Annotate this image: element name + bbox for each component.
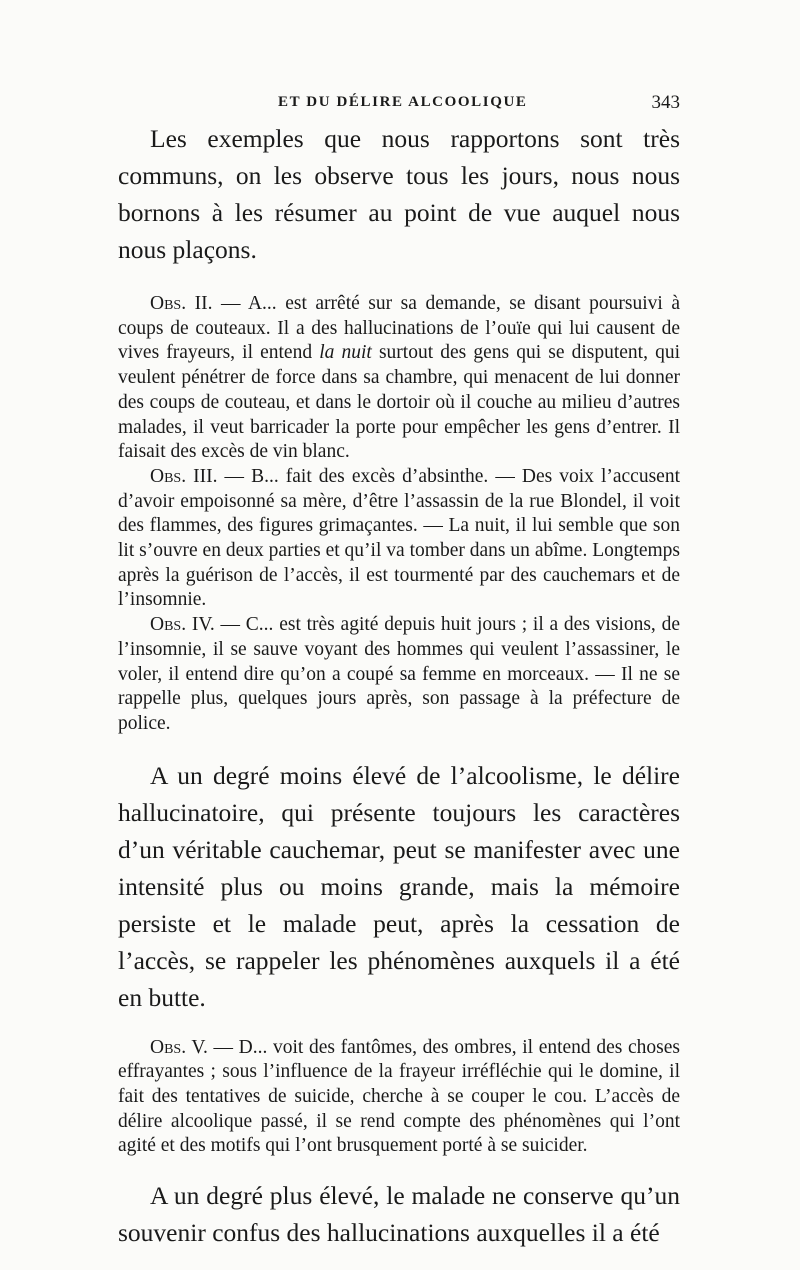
observation-label: Obs. II. [150, 293, 213, 314]
running-title: ET DU DÉLIRE ALCOOLIQUE [278, 94, 528, 110]
page-header [118, 86, 680, 120]
paragraph-intro: Les exemples que nous rapportons sont très communs, on les observe tous les jours, nous nous bornons à les résumer au point de vue auquel nous nous plaçons. [118, 124, 680, 264]
observation-label: Obs. IV. [150, 614, 215, 636]
observation-text: surtout des gens qui se disputent, qui veulent pénétrer de force dans sa chambre, qui menacent de lui donner des coups de couteau, et dans le dortoir où il couche au milieu d’autres malades, il veut barricader la porte pour empêcher les gens d’entrer. Il faisait des excès de vin blanc. [118, 342, 680, 463]
observation-5 [118, 1036, 680, 1160]
observation-text: — C... est très agité depuis huit jours ; il a des visions, de l’insomnie, il se sauve voyant des hommes qui veulent l’assassiner, le voler, il entend dire qu’on a coupé sa femme en morceaux. — Il ne se rappelle plus, quelques jours après, son passage à la préfecture de police. [118, 614, 680, 734]
observation-label: Obs. V. [150, 1036, 208, 1058]
page-number: 343 [651, 92, 680, 113]
paragraph-hallucinatory-delirium: A un degré moins élevé de l’alcoolisme, le délire hallucinatoire, qui présente toujours les caractères d’un véritable cauchemar, peut se manifester avec une intensité plus ou moins grande, mais la mémoire persiste et le malade peut, après la cessation de l’accès, se rappeler les phénomènes auxquels il a été en butte. [118, 760, 680, 1012]
observation-4 [118, 613, 680, 737]
paragraph-higher-degree: A un degré plus élevé, le malade ne conserve qu’un souvenir confus des hallucinations auxquelles il a été [118, 1181, 680, 1248]
observation-italic: la nuit [319, 342, 372, 364]
observation-3 [118, 465, 680, 613]
observation-text: — A... est arrêté sur sa demande, se disant poursuivi à coups de couteaux. Il a des hallucinations de l’ouïe qui lui causent de vives frayeurs, il entend [118, 293, 680, 364]
observation-text: — D... voit des fantômes, des ombres, il entend des choses effrayantes ; sous l’influence de la frayeur irréfléchie qui le domine, il fait des tentatives de suicide, cherche à se couper le cou. L’accès de délire alcoolique passé, il se rend compte des phénomènes qui l’ont agité et des motifs qui l’ont brusquement porté à se suicider. [118, 1036, 680, 1157]
observation-label: Obs. III. [150, 465, 218, 487]
page-body [118, 120, 680, 1251]
observation-text: — B... fait des excès d’absinthe. — Des voix l’accusent d’avoir empoisonné sa mère, d’être l’assassin de la rue Blondel, il voit des flammes, des figures grimaçantes. — La nuit, il lui semble que son lit s’ouvre en deux parties et qu’il va tomber dans un abîme. Longtemps après la guérison de l’accès, il est tourmenté par des cauchemars et de l’insomnie. [118, 465, 680, 611]
observation-2 [118, 292, 680, 465]
